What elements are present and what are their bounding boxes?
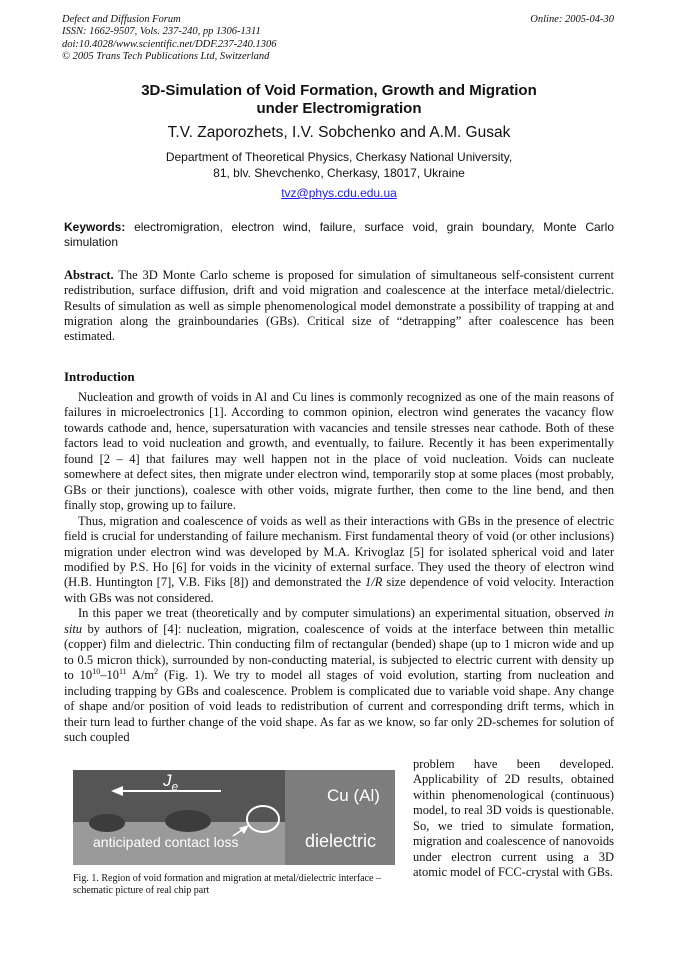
title-line-2: under Electromigration — [256, 100, 422, 117]
paper-title — [0, 82, 678, 118]
figure-1 — [73, 770, 395, 865]
keywords-text: electromigration, electron wind, failure, surface void, grain boundary, Monte Carlo simulation — [64, 220, 614, 249]
paragraph-2 — [64, 514, 614, 607]
introduction-body — [64, 390, 614, 745]
formula-1-over-r: 1/R — [364, 575, 383, 590]
je-label — [163, 771, 178, 793]
paragraph-3 — [64, 606, 614, 745]
section-heading-introduction: Introduction — [64, 369, 135, 384]
paragraph-3-text-b: by authors of [4]: nucleation, migration, coalescence of voids at the interface between thin metallic (copper) film and dielectric. Thin conducting film of rectangular (bended) shape (up to 1 micron wide and up to 0.5 micron thick), surrounded by non-conducting material, is subjected to electric current with density up to 10 — [64, 621, 615, 683]
abstract-text: The 3D Monte Carlo scheme is proposed for simulation of simultaneous self-consistent current redistribution, surface diffusion, drift and void migration and coalescence at the interface metal/dielectric. Results of simulation as well as simple phenomenological model demonstrate a possibility of trapping at and migration along the grainboundaries (GBs). Critical size of “detrapping” after coalescence has been estimated. — [64, 268, 615, 344]
online-date: Online: 2005-04-30 — [530, 14, 614, 25]
paragraph-2-text-a: Thus, migration and coalescence of voids as well as their interactions with GBs in the presence of electric field is crucial for understanding of failure mechanism. First fundamental theory of void (or other inclusions) migration under electron wind was developed by M.A. Krivoglaz [5] for isolated spherical void and later modified by P.S. Ho [6] for voids in the vicinity of external surface. They used the theory of electron wind (H.B. Huntington [7], V.B. Fiks [8]) and demonstrated the — [64, 513, 614, 590]
contact-loss-pointer-head — [239, 825, 249, 834]
title-line-1: 3D-Simulation of Void Formation, Growth and Migration — [141, 82, 537, 99]
abstract-label: Abstract. — [64, 268, 114, 282]
email-link[interactable]: tvz@phys.cdu.edu.ua — [281, 186, 397, 200]
email-block — [0, 186, 678, 200]
paragraph-2-text-b: size dependence of void velocity. Interaction with GBs was not considered. — [64, 575, 615, 605]
affiliation — [0, 150, 678, 181]
keywords — [64, 220, 614, 249]
paragraph-3-text-e: (Fig. 1). We try to model all stages of void evolution, starting from nucleation and including trapping by GBs and coalescence. Problem is complicated due to variable void shape. Any change of shape and/or position of void leads to redistribution of current and corresponding drift terms, which in their turn lead to further change of the void shape. As far as we know, so far only 2D-schemes for solution of such coupled — [64, 668, 614, 744]
authors: T.V. Zaporozhets, I.V. Sobchenko and A.M. Gusak — [167, 124, 511, 141]
paragraph-3-text-d: A/m — [126, 668, 155, 683]
je-label-j: J — [163, 771, 172, 790]
affiliation-line-1: Department of Theoretical Physics, Cherkasy National University, — [165, 150, 513, 164]
contact-loss-circle — [247, 806, 279, 832]
contact-loss-label: anticipated contact loss — [93, 834, 239, 850]
exponent-2: 2 — [154, 667, 159, 676]
paragraph-3-text-c: –10 — [100, 668, 119, 683]
copyright-line: © 2005 Trans Tech Publications Ltd, Switzerland — [62, 50, 270, 62]
figure-1-caption: Fig. 1. Region of void formation and migration at metal/dielectric interface – schematic picture of real chip part — [73, 873, 381, 897]
journal-header — [62, 14, 277, 63]
affiliation-line-2: 81, blv. Shevchenko, Cherkasy, 18017, Ukraine — [213, 165, 465, 180]
journal-name: Defect and Diffusion Forum — [62, 14, 181, 25]
issn-line: ISSN: 1662-9507, Vols. 237-240, pp 1306-1311 — [62, 26, 261, 38]
paragraph-3-text-a: In this paper we treat (theoretically and by computer simulations) an experimental situation, observed — [78, 606, 601, 621]
abstract — [64, 268, 614, 344]
doi-line: doi:10.4028/www.scientific.net/DDF.237-240.1306 — [62, 38, 277, 50]
exponent-11: 11 — [118, 667, 127, 676]
cu-al-label: Cu (Al) — [327, 786, 380, 805]
wrapped-text-beside-figure: problem have been developed. Applicability of 2D results, obtained within phenomenological (continuous) model, to real 3D voids is questionable. So, we tried to simulate formation, migration and coalescence of nanovoids under electron current using a 3D atomic model of FCC-crystal with GBs. — [413, 757, 614, 880]
in-situ-term: in situ — [64, 606, 614, 636]
exponent-10: 10 — [92, 667, 101, 676]
je-label-subscript: e — [171, 779, 179, 794]
keywords-label: Keywords: — [64, 220, 126, 234]
paragraph-1: Nucleation and growth of voids in Al and Cu lines is commonly recognized as one of the main reasons of failures in microelectronics [1]. According to common opinion, electron wind generates the vacancy flow towards cathode and, hence, supersaturation with vacancies and tensile stresses near cathode. Both of these factors lead to void nucleation and growth, and eventually, to failure. Recently it has been experimentally found [2 – 4] that failures may well happen not in the place of void nucleation. Voids can nucleate somewhere at defect sites, then migrate under electron wind, temporarily stop at some places (most probably, GBs or their junctions), coalesce with other voids, migrate further, then come to the line bend, and then finally stop, growing up to failure. — [64, 390, 614, 513]
electron-current-arrow-head — [111, 786, 123, 796]
dielectric-label: dielectric — [305, 831, 377, 851]
